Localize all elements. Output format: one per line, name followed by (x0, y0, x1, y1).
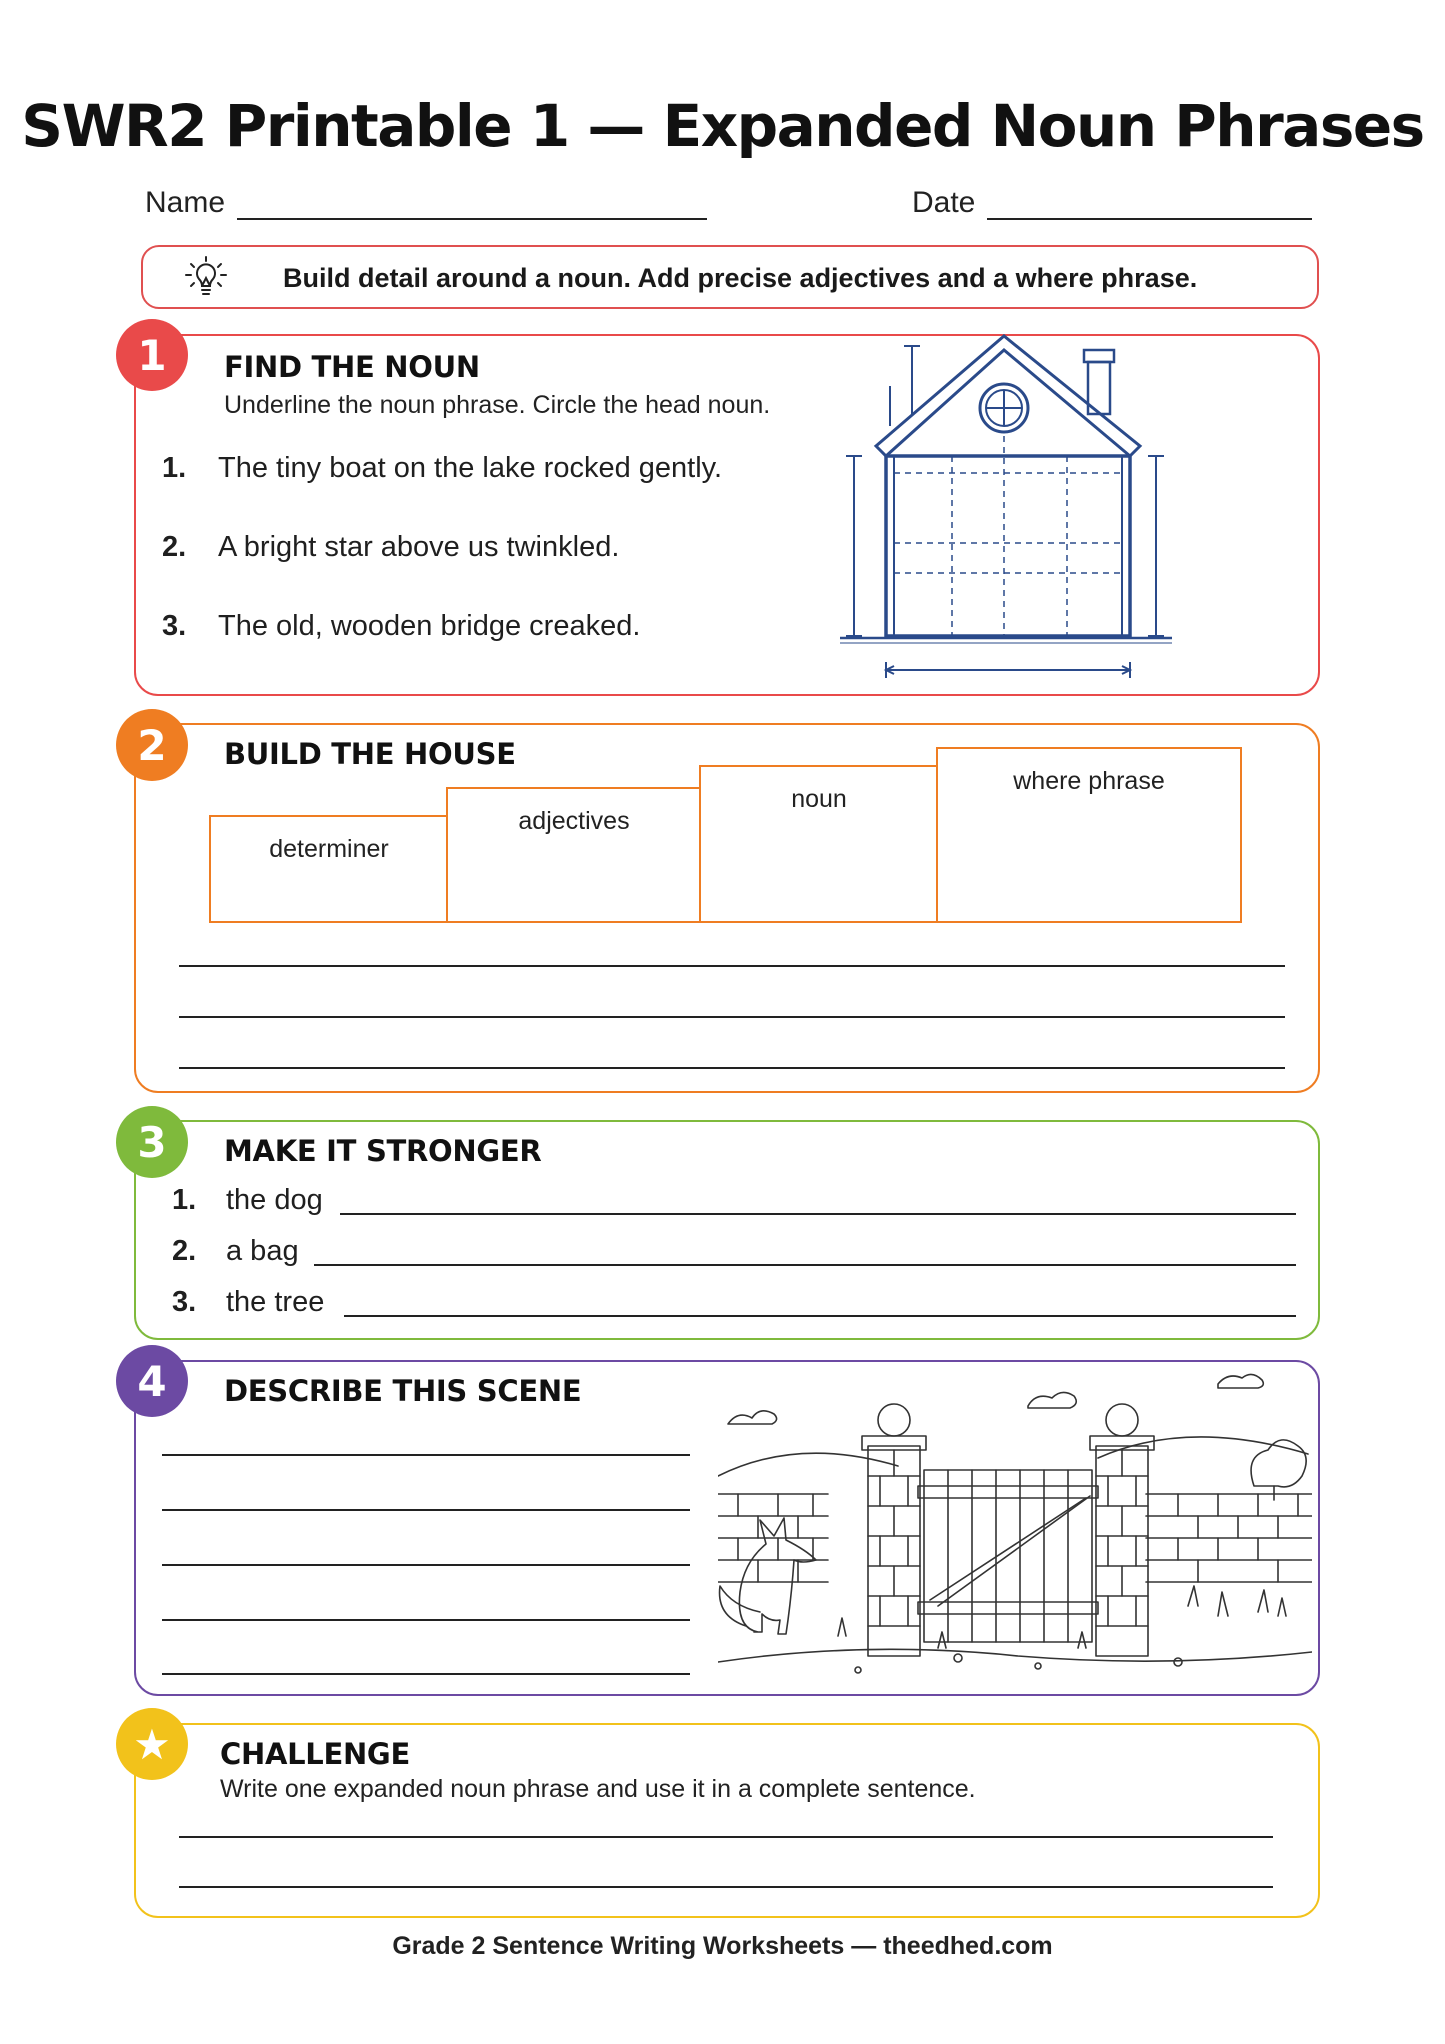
item-number: 3. (162, 610, 187, 642)
box-label: adjectives (518, 807, 630, 835)
writing-line[interactable] (162, 1454, 690, 1456)
box-label: where phrase (1013, 767, 1165, 795)
writing-line[interactable] (162, 1509, 690, 1511)
section-instruction: Write one expanded noun phrase and use it in a complete sentence. (220, 1775, 976, 1803)
list-item (162, 610, 640, 643)
section-number-badge: 1 (116, 319, 188, 391)
writing-line[interactable] (179, 1067, 1285, 1069)
section-heading: FIND THE NOUN (224, 350, 480, 384)
item-text: a bag (226, 1235, 299, 1267)
item-number: 2. (172, 1235, 197, 1267)
lightbulb-icon (183, 255, 229, 301)
writing-line[interactable] (340, 1213, 1296, 1215)
section-number-badge: 3 (116, 1106, 188, 1178)
item-text: the dog (226, 1184, 323, 1216)
box-label: determiner (269, 835, 389, 863)
item-number: 2. (162, 531, 187, 563)
list-item (162, 531, 619, 564)
section-heading: BUILD THE HOUSE (224, 737, 516, 771)
star-icon: ★ (116, 1708, 188, 1780)
item-text: the tree (226, 1286, 325, 1318)
list-item (172, 1184, 323, 1217)
writing-line[interactable] (179, 1886, 1273, 1888)
writing-line[interactable] (344, 1315, 1296, 1317)
box-label: noun (791, 785, 847, 813)
section-describe-this-scene (134, 1360, 1320, 1696)
list-item (162, 452, 722, 485)
section-number-badge: 4 (116, 1345, 188, 1417)
item-text: The old, wooden bridge creaked. (218, 610, 641, 642)
date-line[interactable] (987, 192, 1312, 220)
fox-and-gate-illustration (718, 1366, 1312, 1684)
section-find-the-noun (134, 334, 1320, 696)
where-phrase-box[interactable] (936, 747, 1242, 923)
writing-line[interactable] (162, 1619, 690, 1621)
date-label: Date (912, 186, 976, 219)
section-instruction: Underline the noun phrase. Circle the head noun. (224, 391, 771, 419)
page-title: SWR2 Printable 1 — Expanded Noun Phrases (21, 92, 1424, 160)
section-build-the-house (134, 723, 1320, 1093)
adjectives-box[interactable] (446, 787, 702, 923)
section-number-badge: 2 (116, 709, 188, 781)
writing-line[interactable] (162, 1564, 690, 1566)
writing-line[interactable] (179, 965, 1285, 967)
section-heading: DESCRIBE THIS SCENE (224, 1374, 582, 1408)
item-text: A bright star above us twinkled. (218, 531, 620, 563)
writing-line[interactable] (179, 1836, 1273, 1838)
writing-line[interactable] (314, 1264, 1296, 1266)
name-label: Name (145, 186, 226, 219)
house-blueprint-illustration (832, 328, 1302, 698)
name-line[interactable] (237, 192, 707, 220)
noun-box[interactable] (699, 765, 939, 923)
item-number: 3. (172, 1286, 197, 1318)
section-make-it-stronger (134, 1120, 1320, 1340)
item-text: The tiny boat on the lake rocked gently. (218, 452, 723, 484)
section-heading: MAKE IT STRONGER (224, 1134, 542, 1168)
item-number: 1. (172, 1184, 197, 1216)
item-number: 1. (162, 452, 187, 484)
tip-text: Build detail around a noun. Add precise adjectives and a where phrase. (283, 263, 1198, 293)
writing-line[interactable] (162, 1673, 690, 1675)
name-field (145, 186, 707, 220)
writing-line[interactable] (179, 1016, 1285, 1018)
determiner-box[interactable] (209, 815, 449, 923)
list-item (172, 1286, 324, 1319)
section-heading: CHALLENGE (220, 1737, 410, 1771)
footer-text: Grade 2 Sentence Writing Worksheets — theedhed.com (392, 1932, 1053, 1960)
date-field (912, 186, 1312, 220)
list-item (172, 1235, 299, 1268)
tip-banner (141, 245, 1319, 309)
section-challenge (134, 1723, 1320, 1918)
